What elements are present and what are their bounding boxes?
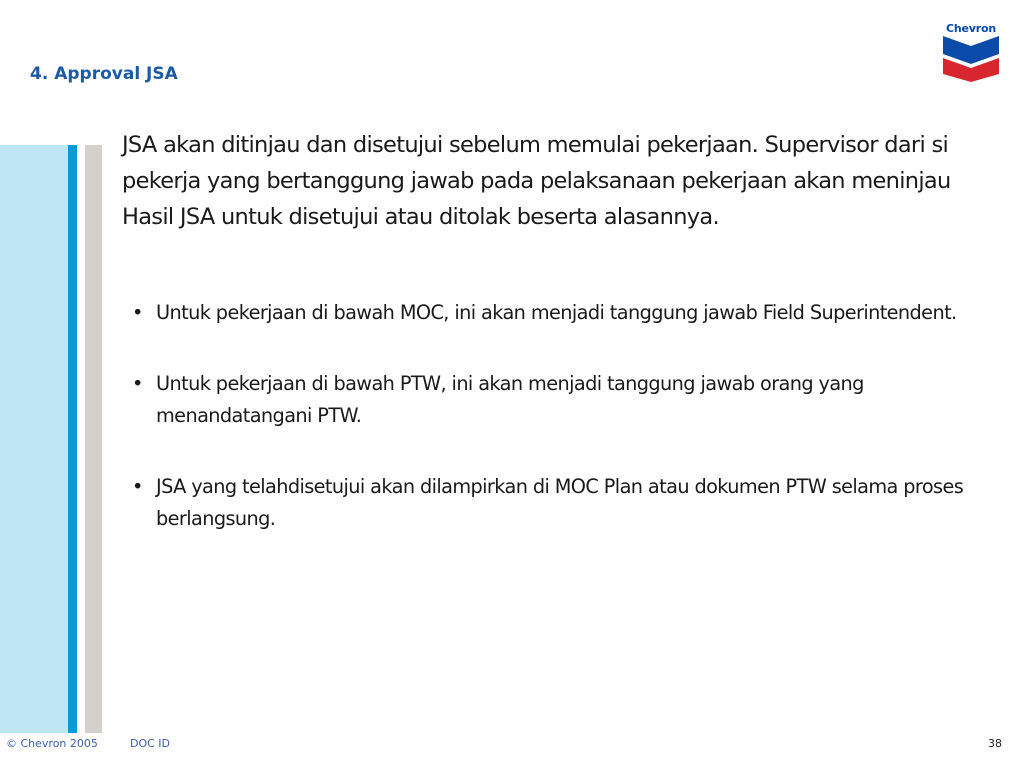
bullet-text: JSA yang telahdisetujui akan dilampirkan di MOC Plan atau dokumen PTW selama proses berlangsung. [156, 475, 964, 530]
bullet-item [132, 471, 982, 535]
chevron-logo [940, 22, 1002, 82]
slide-title: 4. Approval JSA [30, 64, 178, 84]
bullet-list [132, 297, 982, 574]
side-bar-gap [77, 145, 85, 733]
side-bar-blue [68, 145, 77, 733]
side-bar-light-blue [0, 145, 68, 733]
intro-paragraph: JSA akan ditinjau dan disetujui sebelum memulai pekerjaan. Supervisor dari si pekerja yang bertanggung jawab pada pelaksanaan pekerjaan akan meninjau Hasil JSA untuk disetujui atau ditolak beserta alasannya. [122, 132, 951, 230]
bullet-dot-icon: • [132, 475, 143, 498]
bullet-dot-icon: • [132, 301, 143, 324]
chevron-wordmark: Chevron [946, 22, 996, 35]
footer-doc-id: DOC ID [130, 737, 171, 750]
bullet-item [132, 297, 982, 329]
chevron-logo-icon [943, 36, 999, 82]
bullet-dot-icon: • [132, 372, 143, 395]
side-bar-grey [85, 145, 102, 733]
page-number: 38 [988, 737, 1002, 750]
footer-copyright: © Chevron 2005 [6, 737, 98, 750]
bullet-text: Untuk pekerjaan di bawah MOC, ini akan menjadi tanggung jawab Field Superintendent. [156, 301, 957, 324]
bullet-item [132, 368, 982, 432]
bullet-text: Untuk pekerjaan di bawah PTW, ini akan menjadi tanggung jawab orang yang menandatangani PTW. [156, 372, 864, 427]
chevron-logo-blue-band [943, 36, 999, 64]
